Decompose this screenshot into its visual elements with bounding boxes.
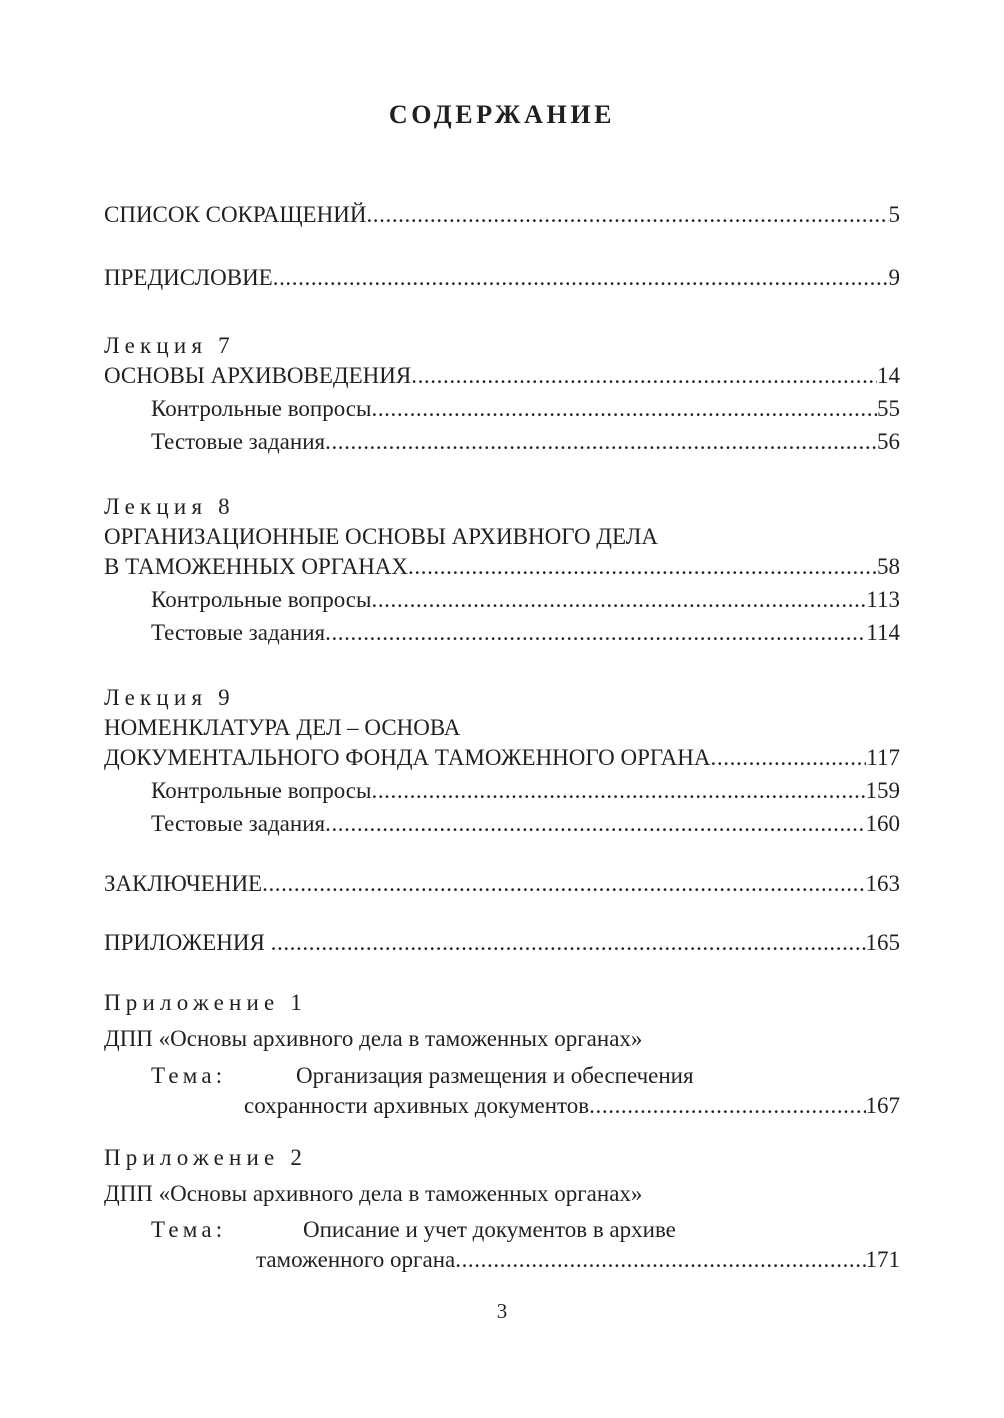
toc-page-number: 5 (888, 202, 900, 227)
toc-entry-lecture-9-questions[interactable] (104, 776, 900, 806)
lecture-8-label: Лекция 8 (104, 494, 235, 519)
appendix-1-program: ДПП «Основы архивного дела в таможенных органах» (104, 1026, 643, 1051)
toc-page-number: 167 (865, 1093, 900, 1118)
topic-label: Тема: (151, 1063, 227, 1088)
toc-entry-lecture-7-questions[interactable] (104, 394, 900, 424)
appendix-1-label: Приложение 1 (104, 990, 308, 1015)
toc-page-number: 159 (865, 778, 900, 803)
toc-page-number: 163 (865, 871, 900, 896)
toc-entry-conclusion[interactable] (104, 869, 900, 899)
toc-entry-text: Контрольные вопросы (151, 396, 372, 421)
toc-entry-text: ПРЕДИСЛОВИЕ (104, 265, 273, 290)
leader-dots (273, 263, 889, 293)
leader-dots (371, 394, 877, 424)
toc-entry-text: Тестовые задания (151, 811, 326, 836)
page-number: 3 (496, 1299, 508, 1323)
appendix-2-topic (104, 1215, 900, 1245)
leader-dots (325, 809, 865, 839)
leader-dots (262, 869, 865, 899)
lecture-9-title-line-1: НОМЕНКЛАТУРА ДЕЛ – ОСНОВА (104, 715, 461, 740)
toc-page-number: 56 (877, 429, 900, 454)
lecture-7-label: Лекция 7 (104, 333, 235, 358)
toc-entry-abbreviations[interactable] (104, 200, 900, 230)
toc-entry-preface[interactable] (104, 263, 900, 293)
toc-page-number: 113 (866, 587, 900, 612)
toc-page-number: 117 (866, 745, 900, 770)
leader-dots (271, 928, 866, 958)
toc-entry-lecture-7-tests[interactable] (104, 427, 900, 457)
toc-entry-text: Контрольные вопросы (151, 778, 372, 803)
toc-entry-text: В ТАМОЖЕННЫХ ОРГАНАХ (104, 554, 409, 579)
toc-entry-text: Контрольные вопросы (151, 587, 372, 612)
toc-page-number: 58 (877, 554, 900, 579)
leader-dots (371, 776, 865, 806)
toc-entry-lecture-7[interactable] (104, 361, 900, 391)
toc-page-number: 160 (865, 811, 900, 836)
topic-line-1: Описание и учет документов в архиве (303, 1217, 676, 1242)
toc-entry-lecture-9-tests[interactable] (104, 809, 900, 839)
leader-dots (711, 743, 867, 773)
leader-dots (408, 552, 877, 582)
appendix-2-label: Приложение 2 (104, 1145, 308, 1170)
toc-page-number: 165 (865, 930, 900, 955)
toc-entry-text: Тестовые задания (151, 620, 326, 645)
toc-page-number: 14 (877, 363, 900, 388)
toc-entry-text: ОСНОВЫ АРХИВОВЕДЕНИЯ (104, 363, 412, 388)
toc-entry-text: ПРИЛОЖЕНИЯ (104, 930, 271, 955)
appendix-1-topic (104, 1061, 900, 1091)
toc-page-number: 114 (866, 620, 900, 645)
leader-dots (589, 1091, 865, 1121)
leader-dots (411, 361, 877, 391)
toc-page-number: 9 (888, 265, 900, 290)
topic-label: Тема: (151, 1217, 227, 1242)
leader-dots (371, 585, 866, 615)
leader-dots (455, 1245, 865, 1275)
topic-line-1: Организация размещения и обеспечения (296, 1063, 694, 1088)
lecture-9-label: Лекция 9 (104, 685, 235, 710)
lecture-8-title-line-1: ОРГАНИЗАЦИОННЫЕ ОСНОВЫ АРХИВНОГО ДЕЛА (104, 524, 658, 549)
toc-entry-text: ДОКУМЕНТАЛЬНОГО ФОНДА ТАМОЖЕННОГО ОРГАНА (104, 745, 711, 770)
toc-entry-text: СПИСОК СОКРАЩЕНИЙ (104, 202, 367, 227)
toc-entry-lecture-8-questions[interactable] (104, 585, 900, 615)
appendix-2-program: ДПП «Основы архивного дела в таможенных органах» (104, 1181, 643, 1206)
toc-page (104, 0, 900, 1418)
page-title: СОДЕРЖАНИЕ (388, 100, 616, 129)
leader-dots (325, 427, 877, 457)
toc-entry-lecture-8[interactable] (104, 552, 900, 582)
toc-page-number: 171 (865, 1247, 900, 1272)
toc-entry-lecture-9[interactable] (104, 743, 900, 773)
toc-entry-text: таможенного органа (256, 1247, 456, 1272)
toc-entry-text: ЗАКЛЮЧЕНИЕ (104, 871, 263, 896)
toc-entry-appendix-1[interactable] (104, 1091, 900, 1121)
toc-entry-text: Тестовые задания (151, 429, 326, 454)
leader-dots (325, 618, 866, 648)
toc-entry-appendices[interactable] (104, 928, 900, 958)
toc-entry-lecture-8-tests[interactable] (104, 618, 900, 648)
toc-entry-text: сохранности архивных документов (244, 1093, 590, 1118)
toc-page-number: 55 (877, 396, 900, 421)
toc-entry-appendix-2[interactable] (104, 1245, 900, 1275)
leader-dots (366, 200, 888, 230)
